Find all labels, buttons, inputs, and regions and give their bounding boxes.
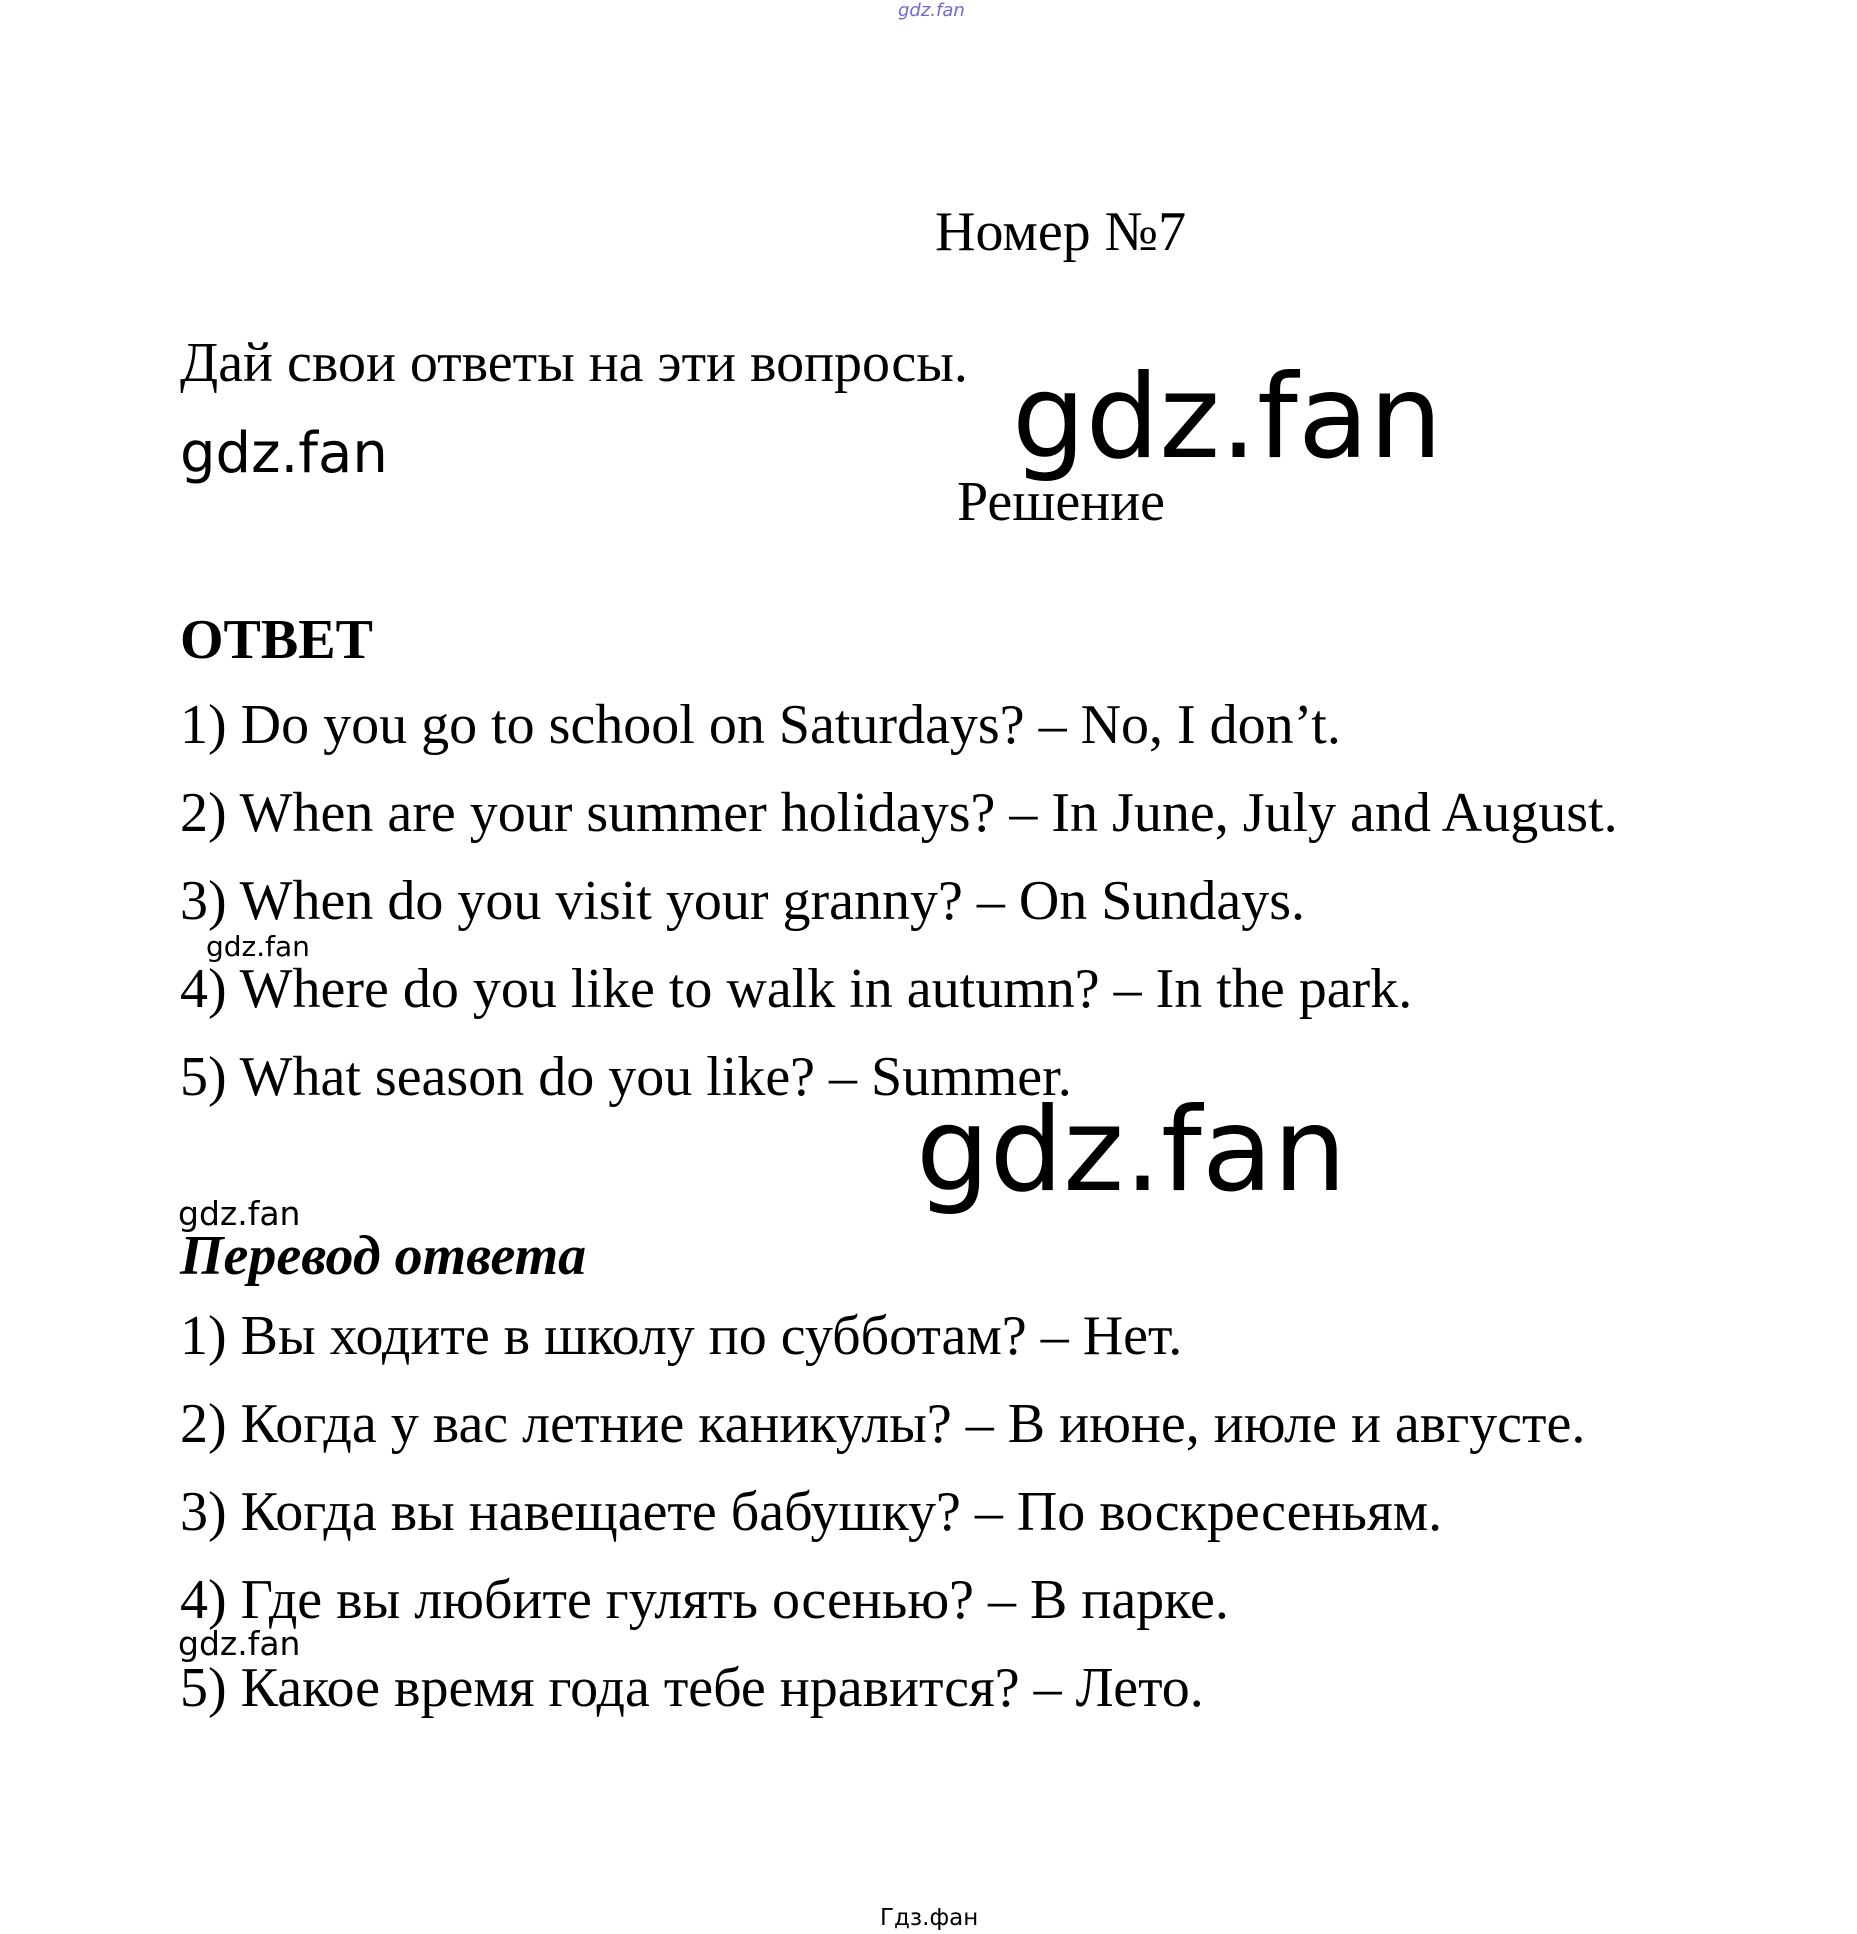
watermark-large-1: gdz.fan [1012, 350, 1443, 485]
translation-item: 5) Какое время года тебе нравится? – Лето. [180, 1657, 1204, 1719]
translation-list [180, 1305, 1586, 1748]
page-title: Номер №7 [935, 201, 1187, 263]
solution-label: Решение [957, 471, 1166, 533]
answer-item: 5) What season do you like? – Summer. [180, 1046, 1072, 1108]
translation-heading: Перевод ответа [180, 1225, 587, 1287]
watermark-medium: gdz.fan [180, 421, 388, 486]
translation-item: 1) Вы ходите в школу по субботам? – Нет. [180, 1305, 1183, 1367]
answer-item: 1) Do you go to school on Saturdays? – No, I don’t. [180, 694, 1341, 756]
answer-item: 4) Where do you like to walk in autumn? – In the park. [180, 958, 1413, 1020]
instruction-text: Дай свои ответы на эти вопросы. [180, 332, 968, 394]
watermark-small-1: gdz.fan [206, 930, 310, 963]
answers-heading: ОТВЕТ [180, 609, 373, 671]
answer-item: 2) When are your summer holidays? – In June, July and August. [180, 782, 1618, 844]
answers-list [180, 694, 1618, 1137]
watermark-top: gdz.fan [898, 0, 965, 21]
watermark-small-2: gdz.fan [178, 1194, 301, 1233]
watermark-large-2: gdz.fan [916, 1083, 1347, 1218]
translation-item: 4) Где вы любите гулять осенью? – В парке. [180, 1569, 1229, 1631]
answer-item: 3) When do you visit your granny? – On Sundays. [180, 870, 1306, 932]
translation-item: 3) Когда вы навещаете бабушку? – По воскресеньям. [180, 1481, 1443, 1543]
footer-watermark: Гдз.фан [880, 1905, 979, 1931]
watermark-small-3: gdz.fan [178, 1624, 301, 1663]
translation-item: 2) Когда у вас летние каникулы? – В июне, июле и августе. [180, 1393, 1586, 1455]
